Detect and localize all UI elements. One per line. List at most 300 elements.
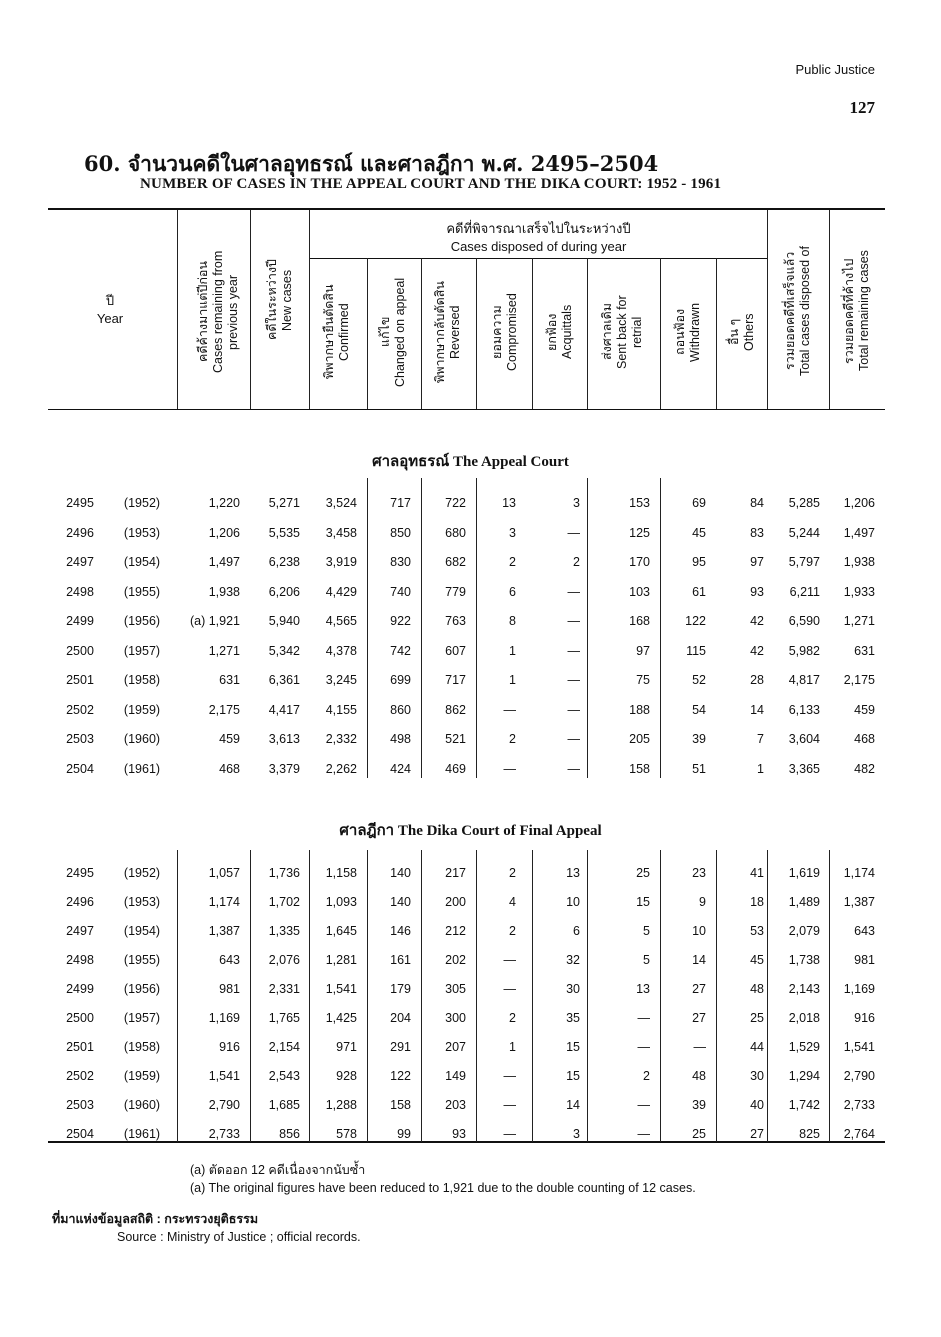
- column-divider: [716, 258, 717, 409]
- cell-rem: 2,733: [208, 1127, 240, 1141]
- cell-be: 2502: [66, 702, 94, 717]
- cell-new: 1,335: [268, 924, 300, 938]
- cell-acq: —: [567, 702, 580, 717]
- cell-acq: 15: [566, 1069, 580, 1083]
- header-changed-thai: แก้ไข: [378, 316, 392, 348]
- cell-sent: 153: [629, 496, 650, 510]
- cell-remain: 643: [854, 924, 875, 938]
- cell-sent: 75: [636, 673, 650, 687]
- header-withdrawn: [673, 262, 703, 402]
- cell-ce: (1960): [123, 732, 161, 746]
- cell-wd: 27: [692, 982, 706, 996]
- column-divider: [767, 210, 768, 409]
- table-row: [0, 866, 941, 886]
- cell-comp: 1: [509, 1040, 516, 1054]
- cell-be: 2496: [66, 895, 94, 909]
- cell-rev: 305: [445, 982, 466, 996]
- cell-sent: 170: [629, 555, 650, 569]
- cell-tot: 4,817: [788, 673, 820, 687]
- cell-chg: 860: [390, 702, 411, 717]
- cell-chg: 742: [390, 643, 411, 658]
- header-others-english: Others: [742, 313, 756, 351]
- cell-new: 1,702: [268, 895, 300, 909]
- cell-ce: (1953): [123, 895, 161, 909]
- cell-remain: 1,206: [843, 496, 875, 510]
- cell-tot: 2,143: [788, 982, 820, 996]
- table-row: [0, 1069, 941, 1089]
- table-row: [0, 762, 941, 782]
- cell-rem: 1,220: [208, 496, 240, 510]
- table-number: 60.: [84, 151, 121, 176]
- cell-remain: 2,733: [843, 1098, 875, 1112]
- cell-chg: 122: [390, 1069, 411, 1083]
- cell-rem: 459: [219, 732, 240, 746]
- cell-oth: 83: [750, 525, 764, 540]
- cell-acq: —: [567, 584, 580, 599]
- cell-rev: 200: [445, 895, 466, 909]
- cell-conf: 2,332: [325, 732, 357, 746]
- cell-tot: 6,590: [788, 614, 820, 628]
- cell-wd: 25: [692, 1127, 706, 1141]
- cell-be: 2500: [66, 1011, 94, 1025]
- cell-acq: 10: [566, 895, 580, 909]
- dika-heading-english: The Dika Court of Final Appeal: [397, 823, 602, 839]
- header-reversed-english: Reversed: [448, 305, 462, 359]
- cell-rem: 916: [219, 1040, 240, 1054]
- cell-rev: 722: [445, 496, 466, 510]
- cell-wd: 52: [692, 673, 706, 687]
- header-reversed-thai: พิพากษากลับตัดสิน: [433, 281, 447, 383]
- cell-remain: 2,175: [843, 673, 875, 687]
- cell-wd: 10: [692, 924, 706, 938]
- table-top-rule: [48, 208, 885, 210]
- header-remaining-thai: คดีค้างมาแต่ปีก่อน: [196, 261, 210, 363]
- cell-comp: 2: [509, 1011, 516, 1025]
- cell-chg: 291: [390, 1040, 411, 1054]
- cell-chg: 140: [390, 895, 411, 909]
- footnote-english: (a) The original figures have been reduced to 1,921 due to the double counting of 12 cases.: [190, 1181, 696, 1195]
- table-row: [0, 614, 941, 634]
- cell-conf: 1,281: [325, 953, 357, 967]
- cell-conf: 2,262: [325, 761, 357, 776]
- cell-acq: —: [567, 673, 580, 687]
- table-row: [0, 585, 941, 605]
- cell-rev: 93: [452, 1127, 466, 1141]
- cell-tot: 5,797: [788, 555, 820, 569]
- cell-remain: 482: [854, 761, 875, 776]
- cell-comp: —: [503, 1127, 516, 1141]
- cell-tot: 2,018: [788, 1011, 820, 1025]
- cell-rev: 469: [445, 761, 466, 776]
- cell-sent: 103: [629, 584, 650, 599]
- cell-oth: 48: [750, 982, 764, 996]
- header-sent-back: [600, 262, 645, 402]
- cell-conf: 928: [336, 1069, 357, 1083]
- cell-rem: (a) 1,921: [189, 614, 240, 628]
- cell-rem: 981: [219, 982, 240, 996]
- cell-rev: 149: [445, 1069, 466, 1083]
- cell-comp: —: [503, 1098, 516, 1112]
- cell-acq: 3: [573, 496, 580, 510]
- header-remaining-en2: previous year: [226, 274, 240, 350]
- cell-oth: 18: [750, 895, 764, 909]
- cell-remain: 1,497: [843, 525, 875, 540]
- cell-wd: —: [693, 1040, 706, 1054]
- header-compromised-thai: ยอมความ: [490, 305, 504, 359]
- cell-oth: 14: [750, 702, 764, 717]
- cell-wd: 61: [692, 584, 706, 599]
- cell-conf: 578: [336, 1127, 357, 1141]
- cell-ce: (1960): [123, 1098, 161, 1112]
- cell-new: 1,685: [268, 1098, 300, 1112]
- header-disposed-group: [310, 218, 767, 254]
- cell-rem: 1,938: [208, 584, 240, 599]
- cell-rev: 521: [445, 732, 466, 746]
- disposed-group-rule: [310, 258, 767, 259]
- header-others-thai: อื่น ๆ: [727, 318, 741, 346]
- cell-remain: 1,933: [843, 584, 875, 599]
- cell-new: 6,361: [268, 673, 300, 687]
- header-sent-thai: ส่งศาลเดิม: [600, 303, 614, 361]
- cell-new: 5,535: [268, 525, 300, 540]
- cell-be: 2498: [66, 953, 94, 967]
- header-confirmed: [322, 262, 352, 402]
- cell-oth: 30: [750, 1069, 764, 1083]
- header-confirmed-english: Confirmed: [337, 303, 351, 361]
- cell-be: 2499: [66, 982, 94, 996]
- cell-sent: 188: [629, 702, 650, 717]
- cell-rev: 217: [445, 866, 466, 880]
- cell-tot: 3,604: [788, 732, 820, 746]
- cell-wd: 23: [692, 866, 706, 880]
- cell-sent: 168: [629, 614, 650, 628]
- cell-be: 2504: [66, 761, 94, 776]
- column-divider: [177, 210, 178, 409]
- header-total-disposed: [783, 218, 813, 404]
- cell-acq: —: [567, 732, 580, 746]
- cell-sent: 13: [636, 982, 650, 996]
- cell-conf: 1,541: [325, 982, 357, 996]
- cell-comp: —: [503, 702, 516, 717]
- section-header: Public Justice: [795, 62, 875, 77]
- cell-chg: 740: [390, 584, 411, 599]
- header-withdrawn-english: Withdrawn: [688, 302, 702, 362]
- cell-conf: 4,565: [325, 614, 357, 628]
- cell-sent: —: [637, 1127, 650, 1141]
- cell-comp: 2: [509, 924, 516, 938]
- cell-rem: 1,541: [208, 1069, 240, 1083]
- cell-be: 2501: [66, 673, 94, 687]
- cell-rem: 643: [219, 953, 240, 967]
- table-row: [0, 1040, 941, 1060]
- cell-new: 6,238: [268, 555, 300, 569]
- cell-be: 2496: [66, 525, 94, 540]
- cell-ce: (1959): [123, 1069, 161, 1083]
- header-others: [727, 262, 757, 402]
- cell-sent: 15: [636, 895, 650, 909]
- column-divider: [250, 210, 251, 409]
- cell-conf: 1,425: [325, 1011, 357, 1025]
- cell-new: 3,379: [268, 761, 300, 776]
- cell-wd: 45: [692, 525, 706, 540]
- cell-rem: 1,174: [208, 895, 240, 909]
- cell-chg: 158: [390, 1098, 411, 1112]
- cell-sent: 5: [643, 953, 650, 967]
- cell-wd: 51: [692, 761, 706, 776]
- cell-be: 2497: [66, 555, 94, 569]
- cell-be: 2503: [66, 1098, 94, 1112]
- cell-rem: 1,271: [208, 643, 240, 658]
- appeal-heading-english: The Appeal Court: [453, 454, 569, 470]
- cell-rem: 1,387: [208, 924, 240, 938]
- page-number: 127: [849, 98, 875, 117]
- cell-ce: (1953): [123, 525, 161, 540]
- cell-new: 6,206: [268, 584, 300, 599]
- cell-rev: 862: [445, 702, 466, 717]
- column-divider: [829, 210, 830, 409]
- cell-remain: 2,764: [843, 1127, 875, 1141]
- cell-rem: 1,169: [208, 1011, 240, 1025]
- cell-tot: 1,619: [788, 866, 820, 880]
- cell-comp: 1: [509, 673, 516, 687]
- cell-wd: 54: [692, 702, 706, 717]
- cell-comp: 2: [509, 555, 516, 569]
- cell-sent: 125: [629, 525, 650, 540]
- cell-remain: 1,938: [843, 555, 875, 569]
- cell-new: 856: [279, 1127, 300, 1141]
- cell-remain: 1,387: [843, 895, 875, 909]
- header-new-cases: [265, 240, 295, 360]
- cell-remain: 2,790: [843, 1069, 875, 1083]
- cell-tot: 1,742: [788, 1098, 820, 1112]
- table-row: [0, 895, 941, 915]
- cell-tot: 1,738: [788, 953, 820, 967]
- column-divider: [367, 258, 368, 409]
- column-divider: [476, 258, 477, 409]
- cell-conf: 3,919: [325, 555, 357, 569]
- cell-conf: 4,378: [325, 643, 357, 658]
- table-row: [0, 703, 941, 723]
- header-total-disposed-thai: รวมยอดคดีที่เสร็จแล้ว: [783, 251, 797, 371]
- cell-comp: 2: [509, 866, 516, 880]
- cell-conf: 971: [336, 1040, 357, 1054]
- header-total-remaining: [842, 218, 872, 404]
- cell-oth: 44: [750, 1040, 764, 1054]
- cell-acq: —: [567, 761, 580, 776]
- cell-oth: 1: [757, 761, 764, 776]
- cell-new: 4,417: [268, 702, 300, 717]
- cell-be: 2500: [66, 643, 94, 658]
- cell-conf: 3,245: [325, 673, 357, 687]
- cell-be: 2495: [66, 866, 94, 880]
- cell-wd: 48: [692, 1069, 706, 1083]
- cell-oth: 40: [750, 1098, 764, 1112]
- cell-ce: (1955): [123, 953, 161, 967]
- cell-acq: 15: [566, 1040, 580, 1054]
- cell-sent: —: [637, 1040, 650, 1054]
- cell-chg: 850: [390, 525, 411, 540]
- cell-ce: (1952): [123, 866, 161, 880]
- cell-acq: —: [567, 525, 580, 540]
- header-total-remaining-english: Total remaining cases: [857, 250, 871, 372]
- cell-rev: 717: [445, 673, 466, 687]
- cell-chg: 424: [390, 761, 411, 776]
- cell-ce: (1952): [123, 496, 161, 510]
- cell-rem: 2,175: [208, 702, 240, 717]
- cell-ce: (1958): [123, 1040, 161, 1054]
- cell-be: 2495: [66, 496, 94, 510]
- cell-acq: 30: [566, 982, 580, 996]
- cell-conf: 4,155: [325, 702, 357, 717]
- header-sent-en2: retrial: [630, 316, 644, 348]
- cell-be: 2499: [66, 614, 94, 628]
- cell-remain: 981: [854, 953, 875, 967]
- cell-new: 2,154: [268, 1040, 300, 1054]
- cell-rem: 631: [219, 673, 240, 687]
- cell-sent: 205: [629, 732, 650, 746]
- cell-chg: 99: [397, 1127, 411, 1141]
- cell-rev: 763: [445, 614, 466, 628]
- cell-tot: 1,294: [788, 1069, 820, 1083]
- header-acquittals-english: Acquittals: [560, 304, 574, 360]
- cell-acq: 6: [573, 924, 580, 938]
- cell-oth: 45: [750, 953, 764, 967]
- cell-oth: 28: [750, 673, 764, 687]
- cell-chg: 922: [390, 614, 411, 628]
- cell-rem: 1,206: [208, 525, 240, 540]
- cell-remain: 1,271: [843, 614, 875, 628]
- cell-rev: 300: [445, 1011, 466, 1025]
- cell-wd: 39: [692, 732, 706, 746]
- column-divider: [587, 258, 588, 409]
- cell-tot: 2,079: [788, 924, 820, 938]
- cell-sent: 158: [629, 761, 650, 776]
- cell-remain: 1,541: [843, 1040, 875, 1054]
- cell-wd: 14: [692, 953, 706, 967]
- cell-remain: 468: [854, 732, 875, 746]
- cell-rem: 1,057: [208, 866, 240, 880]
- cell-chg: 498: [390, 732, 411, 746]
- cell-tot: 6,211: [789, 584, 820, 599]
- header-year-thai: ปี: [105, 293, 115, 308]
- cell-comp: 8: [509, 614, 516, 628]
- cell-acq: 13: [566, 866, 580, 880]
- cell-ce: (1955): [123, 584, 161, 599]
- cell-new: 5,342: [268, 643, 300, 658]
- cell-rem: 1,497: [208, 555, 240, 569]
- cell-new: 5,940: [268, 614, 300, 628]
- cell-remain: 916: [854, 1011, 875, 1025]
- cell-new: 1,765: [268, 1011, 300, 1025]
- cell-rem: 468: [219, 761, 240, 776]
- cell-oth: 41: [750, 866, 764, 880]
- cell-chg: 140: [390, 866, 411, 880]
- header-year: [80, 290, 140, 326]
- cell-oth: 53: [750, 924, 764, 938]
- header-remaining-prev: [196, 222, 241, 402]
- cell-comp: 6: [509, 584, 516, 599]
- cell-ce: (1954): [123, 924, 161, 938]
- cell-oth: 27: [750, 1127, 764, 1141]
- cell-chg: 830: [390, 555, 411, 569]
- cell-ce: (1961): [123, 761, 161, 776]
- section-heading-appeal-court: [0, 449, 941, 473]
- header-acquittals: [545, 262, 575, 402]
- cell-oth: 42: [750, 614, 764, 628]
- cell-rev: 212: [445, 924, 466, 938]
- cell-conf: 1,645: [325, 924, 357, 938]
- cell-new: 2,543: [268, 1069, 300, 1083]
- source-english: Source : Ministry of Justice ; official records.: [117, 1230, 361, 1244]
- cell-be: 2502: [66, 1069, 94, 1083]
- header-withdrawn-thai: ถอนฟ้อง: [673, 308, 687, 356]
- header-confirmed-thai: พิพากษายืนตัดสิน: [322, 284, 336, 380]
- cell-acq: —: [567, 643, 580, 658]
- cell-acq: —: [567, 614, 580, 628]
- cell-new: 5,271: [268, 496, 300, 510]
- cell-chg: 146: [390, 924, 411, 938]
- cell-sent: 97: [636, 643, 650, 658]
- table-row: [0, 644, 941, 664]
- cell-be: 2501: [66, 1040, 94, 1054]
- cell-sent: 2: [643, 1069, 650, 1083]
- table-row: [0, 673, 941, 693]
- column-divider: [421, 258, 422, 409]
- table-row: [0, 1127, 941, 1147]
- cell-remain: 1,169: [843, 982, 875, 996]
- cell-comp: 1: [509, 643, 516, 658]
- cell-rev: 779: [445, 584, 466, 599]
- cell-comp: 3: [509, 525, 516, 540]
- header-sent-en1: Sent back for: [615, 295, 629, 369]
- header-disposed-thai: คดีที่พิจารณาเสร็จไปในระหว่างปี: [446, 221, 631, 236]
- cell-rev: 202: [445, 953, 466, 967]
- table-row: [0, 526, 941, 546]
- table-row: [0, 496, 941, 516]
- cell-be: 2504: [66, 1127, 94, 1141]
- cell-conf: 3,524: [325, 496, 357, 510]
- header-compromised-english: Compromised: [505, 293, 519, 371]
- dika-heading-thai: ศาลฎีกา: [339, 823, 395, 839]
- cell-chg: 699: [390, 673, 411, 687]
- title-thai-text: จำนวนคดีในศาลอุทธรณ์ และศาลฎีกา พ.ศ. 2495–2504: [127, 151, 659, 176]
- cell-ce: (1958): [123, 673, 161, 687]
- cell-oth: 42: [750, 643, 764, 658]
- cell-oth: 97: [750, 555, 764, 569]
- cell-chg: 204: [390, 1011, 411, 1025]
- table-title-english: NUMBER OF CASES IN THE APPEAL COURT AND THE DIKA COURT: 1952 - 1961: [140, 176, 722, 192]
- cell-acq: 2: [573, 555, 580, 569]
- cell-ce: (1956): [123, 982, 161, 996]
- cell-be: 2498: [66, 584, 94, 599]
- header-disposed-english: Cases disposed of during year: [450, 239, 627, 254]
- table-row: [0, 1098, 941, 1118]
- cell-comp: —: [503, 953, 516, 967]
- cell-ce: (1954): [123, 555, 161, 569]
- header-year-english: Year: [96, 311, 124, 326]
- cell-comp: —: [503, 1069, 516, 1083]
- source-thai: ที่มาแห่งข้อมูลสถิติ : กระทรวงยุติธรรม: [52, 1212, 259, 1226]
- cell-rem: 2,790: [208, 1098, 240, 1112]
- cell-acq: 32: [566, 953, 580, 967]
- cell-tot: 5,244: [788, 525, 820, 540]
- cell-remain: 1,174: [843, 866, 875, 880]
- header-changed: [378, 262, 408, 402]
- cell-ce: (1957): [123, 1011, 161, 1025]
- cell-comp: 4: [509, 895, 516, 909]
- footnote-thai: (a) ตัดออก 12 คดีเนื่องจากนับซ้ำ: [190, 1163, 366, 1177]
- table-row: [0, 555, 941, 575]
